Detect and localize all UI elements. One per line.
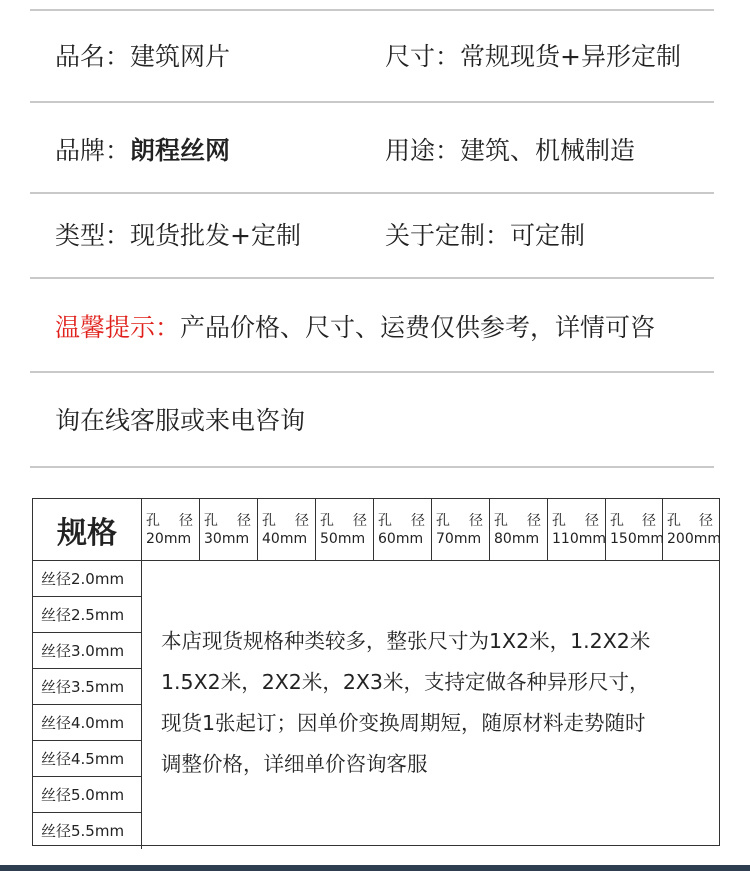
tip-row-2 [55,401,715,441]
hole-size-header: 孔 径 30mm [200,499,258,561]
hole-size-header: 孔 径 150mm [606,499,663,561]
divider-3 [30,277,714,279]
custom-value: 可定制 [510,221,586,250]
type-label: 类型： [55,221,131,250]
spec-title: 规格 [33,499,142,561]
brand-info [55,131,230,171]
wire-size-cell: 丝径4.5mm [33,741,142,777]
hole-size-header: 孔 径 80mm [490,499,548,561]
brand-value: 朗程丝网 [130,136,231,165]
wire-size-cell: 丝径5.0mm [33,777,142,813]
info-row-2 [55,131,715,171]
tip-line-2: 询在线客服或来电咨询 [55,406,306,435]
product-name-value: 建筑网片 [130,42,231,71]
wire-size-cell: 丝径3.0mm [33,633,142,669]
hole-size-header: 孔 径 70mm [432,499,490,561]
product-name-label: 品名： [55,42,131,71]
size-label: 尺寸： [385,42,461,71]
brand-label: 品牌： [55,136,131,165]
spec-note-line: 本店现货规格种类较多，整张尺寸为1X2米，1.2X2米 [161,629,651,653]
spec-note-line: 1.5X2米，2X2米，2X3米，支持定做各种异形尺寸， [161,670,650,694]
tip-line-1: 产品价格、尺寸、运费仅供参考，详情可咨 [180,313,656,342]
divider-1 [30,101,714,103]
info-row-1 [55,37,715,77]
bottom-bar [0,865,750,871]
tip-label: 温馨提示： [55,313,181,342]
tip-text [55,308,655,348]
spec-note-line: 现货1张起订；因单价变换周期短，随原材料走势随时 [161,711,646,735]
spec-note [161,621,721,785]
usage-info [385,131,635,171]
size-info [385,37,681,77]
wire-size-cell: 丝径3.5mm [33,669,142,705]
hole-size-header: 孔 径 60mm [374,499,432,561]
divider-5 [30,466,714,468]
hole-size-header: 孔 径 110mm [548,499,606,561]
wire-size-cell: 丝径4.0mm [33,705,142,741]
hole-size-header: 孔 径 20mm [142,499,200,561]
type-info [55,216,301,256]
hole-size-header: 孔 径 50mm [316,499,374,561]
divider-4 [30,371,714,373]
product-name [55,37,230,77]
hole-size-header: 孔 径 200mm [663,499,719,561]
divider-top [30,9,714,11]
usage-value: 建筑、机械制造 [460,136,636,165]
type-value: 现货批发+定制 [130,221,301,250]
wire-size-column [33,561,142,845]
spec-note-line: 调整价格，详细单价咨询客服 [161,752,428,776]
info-row-3 [55,216,715,256]
wire-size-cell: 丝径5.5mm [33,813,142,849]
size-value: 常规现货+异形定制 [460,42,681,71]
tip-row [55,308,715,348]
custom-info [385,216,585,256]
wire-size-cell: 丝径2.0mm [33,561,142,597]
wire-size-cell: 丝径2.5mm [33,597,142,633]
usage-label: 用途： [385,136,461,165]
divider-2 [30,192,714,194]
spec-table [32,498,720,846]
hole-size-header: 孔 径 40mm [258,499,316,561]
custom-label: 关于定制： [385,221,511,250]
